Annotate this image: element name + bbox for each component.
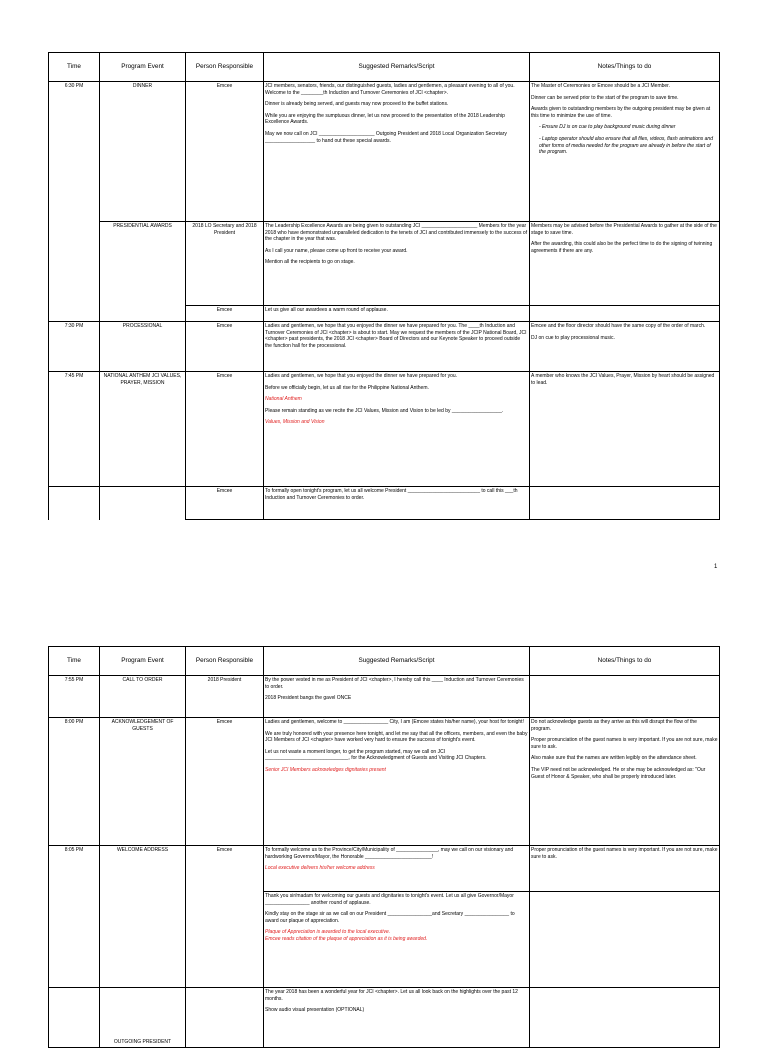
script-text: We are truly honored with your presence here tonight, and let me say that all the officers, members, and even the baby JCI Members of JCI <chapter> have worked very hard to ensure the success of tonight's event.	[265, 730, 529, 744]
table-row	[49, 322, 720, 372]
table-row	[49, 82, 720, 222]
script-text: The Leadership Excellence Awards are being given to outstanding JCI ____________________ Members for the year 2018 who have demonstrated unparalleled dedication to the tenets of JCI and contributed immensely to the success of the chapter in the year that was.	[265, 223, 529, 243]
script-text: JCI members, senators, friends, our distinguished guests, ladies and gentlemen, a pleasant evening to all of you. Welcome to the ________th Induction and Turnover Ceremonies of JCI <chapter>.	[265, 83, 516, 96]
stage-direction: Plaque of Appreciation is awarded to the local executive.	[265, 929, 391, 936]
script-text: Ladies and gentlemen, welcome to ________________ City, I am (Emcee states his/her name), your host for tonight!	[265, 719, 524, 725]
table-row	[49, 846, 720, 892]
script-text: Let us give all our awardees a warm round of applause.	[265, 307, 388, 313]
table-row	[49, 718, 720, 846]
script-cell	[264, 718, 530, 846]
script-text: Kindly stay on the stage sir as we call on our President ________________and Secretary ________________ to award our plaque of appreciation.	[265, 911, 517, 924]
time-cell: 8:05 PM	[49, 846, 100, 988]
script-cell	[264, 487, 530, 520]
script-text: 2018 President bangs the gavel ONCE	[265, 695, 352, 702]
header-row	[49, 647, 720, 676]
time-cell	[49, 988, 100, 1048]
script-cell	[264, 676, 530, 718]
script-text: The year 2018 has been a wonderful year for JCI <chapter>. Let us all look back on the highlights over the past 12 months.	[265, 989, 520, 1002]
person-cell: Emcee	[186, 718, 264, 846]
script-text: Dinner is already being served, and guests may now proceed to the buffet stations.	[265, 101, 449, 108]
note-text: After the awarding, this could also be the perfect time to do the signing of twinning agreements if there are any.	[531, 241, 714, 254]
header-person-responsible: Person Responsible	[186, 53, 264, 82]
script-text: While you are enjoying the sumptuous dinner, let us now proceed to the presentation of the 2018 Leadership Excellence Awards.	[265, 112, 507, 126]
note-text: Proper pronunciation of the guest names is very important. If you are not sure, make sure to ask.	[531, 737, 719, 750]
header-row	[49, 53, 720, 82]
note-text: - Ensure DJ is on cue to play background music during dinner	[539, 124, 676, 131]
note-text: The VIP need not be acknowledged. He or she may be acknowledged as: "Our Guest of Honor & Speaker, who shall be properly introduced later.	[531, 766, 707, 780]
event-cell: CALL TO ORDER	[100, 676, 186, 718]
stage-direction: National Anthem	[265, 396, 302, 403]
script-text: Thank you sir/madam for welcoming our guests and dignitaries to tonight's event. Let us all give Governor/Mayor ________________ another round of applause.	[265, 893, 516, 906]
script-text: Ladies and gentlemen, we hope that you enjoyed the dinner we have prepared for you.	[265, 373, 458, 379]
note-text: - Laptop operator should also ensure that all files, videos, flash animations and other forms of media needed for the program are already in before the start of the program.	[539, 135, 715, 156]
person-cell: Emcee	[186, 306, 264, 322]
note-text: Proper pronunciation of the guest names is very important. If you are not sure, make sure to ask.	[531, 847, 719, 860]
stage-direction: Emcee reads citation of the plaque of appreciation as it is being awarded.	[265, 935, 428, 942]
script-text: Mention all the recipients to go on stage.	[265, 259, 355, 266]
notes-cell	[530, 322, 720, 372]
notes-cell	[530, 82, 720, 222]
notes-cell	[530, 988, 720, 1048]
script-cell	[264, 372, 530, 487]
event-cell: NATIONAL ANTHEM JCI VALUES, PRAYER, MISSION	[100, 372, 186, 487]
script-text: Show audio visual presentation (OPTIONAL)	[265, 1007, 365, 1014]
event-cell	[100, 487, 186, 520]
notes-cell	[530, 222, 720, 306]
program-table-page-2	[48, 646, 720, 1048]
time-cell	[49, 487, 100, 520]
time-cell: 7:55 PM	[49, 676, 100, 718]
event-cell: WELCOME ADDRESS	[100, 846, 186, 988]
notes-cell	[530, 487, 720, 520]
note-text: A member who knows the JCI Values, Prayer, Mission by heart should be assigned to lead.	[531, 373, 716, 386]
notes-cell	[530, 372, 720, 487]
notes-cell	[530, 846, 720, 892]
script-cell	[264, 322, 530, 372]
person-cell: Emcee	[186, 372, 264, 487]
person-cell: 2018 LO Secretary and 2018 President	[186, 222, 264, 306]
note-text: Dinner can be served prior to the start of the program to save time.	[531, 94, 679, 101]
script-cell	[264, 306, 530, 322]
person-cell: 2018 President	[186, 676, 264, 718]
script-text: Ladies and gentlemen, we hope that you enjoyed the dinner we have prepared for you. The ____th Induction and Turnover Ceremonies of JCI <chapter> is about to start. May we request the members of the JCIP National Board, JCI <chapter> past presidents, the 2018 JCI <chapter> Board of Directors and our Keynote Speaker to proceed outside the function hall for the processional.	[265, 323, 528, 349]
header-time: Time	[49, 53, 100, 82]
person-cell: Emcee	[186, 846, 264, 988]
person-cell: Emcee	[186, 487, 264, 520]
header-time: Time	[49, 647, 100, 676]
stage-direction: Senior JCI Members acknowledges dignitaries present	[265, 766, 386, 773]
time-cell: 8:00 PM	[49, 718, 100, 846]
script-cell	[264, 846, 530, 892]
event-cell: DINNER	[100, 82, 186, 222]
notes-cell	[530, 306, 720, 322]
stage-direction: Values, Mission and Vision	[265, 419, 325, 426]
header-program-event: Program Event	[100, 53, 186, 82]
table-row	[49, 988, 720, 1048]
time-cell: 6:30 PM	[49, 82, 100, 322]
script-text: As I call your name, please come up front to receive your award.	[265, 247, 408, 254]
script-text: Let us not waste a moment longer, to get the program started, may we call on JCI ______________________________, for the Acknowledgment of Guests and Visiting JCI Chapters.	[265, 748, 487, 762]
header-notes: Notes/Things to do	[530, 53, 720, 82]
header-script: Suggested Remarks/Script	[264, 647, 530, 676]
time-cell: 7:45 PM	[49, 372, 100, 487]
note-text: DJ on cue to play processional music.	[531, 334, 615, 341]
note-text: The Master of Ceremonies or Emcee should be a JCI Member.	[531, 83, 670, 89]
event-cell: PROCESSIONAL	[100, 322, 186, 372]
notes-cell	[530, 718, 720, 846]
header-program-event: Program Event	[100, 647, 186, 676]
person-cell: Emcee	[186, 82, 264, 222]
script-text: To formally welcome us to the Province/City/Municipality of _______________, may we call on our visionary and hardworking Governor/Mayor, the Honorable ________________________!	[265, 847, 515, 860]
table-row	[49, 372, 720, 487]
program-table-page-1	[48, 52, 720, 520]
note-text: Also make sure that the names are written legibly on the attendance sheet.	[531, 755, 697, 762]
script-cell	[264, 222, 530, 306]
script-text: Please remain standing as we recite the JCI Values, Mission and Vision to be led by __________________.	[265, 407, 504, 414]
notes-cell	[530, 676, 720, 718]
note-text: Members may be advised before the Presidential Awards to gather at the side of the stage to save time.	[531, 223, 719, 236]
person-cell: Emcee	[186, 322, 264, 372]
script-text: May we now call on JCI ____________________ Outgoing President and 2018 Local Organization Secretary __________________ to hand out these special awards.	[265, 130, 509, 144]
event-cell: OUTGOING PRESIDENT	[100, 988, 186, 1048]
person-cell	[186, 988, 264, 1048]
event-cell: ACKNOWLEDGEMENT OF GUESTS	[100, 718, 186, 846]
script-text: To formally open tonight's program, let us all welcome President __________________________ to call this ___th Induction and Turnover Ceremonies to order.	[265, 488, 519, 501]
script-cell	[264, 82, 530, 222]
page-number: 1	[714, 564, 718, 570]
script-cell	[264, 988, 530, 1048]
note-text: Awards given to outstanding members by the outgoing president may be given at this time to minimize the use of time.	[531, 106, 712, 119]
table-row	[49, 222, 720, 306]
script-text: Before we officially begin, let us all rise for the Philippine National Anthem.	[265, 384, 429, 391]
header-script: Suggested Remarks/Script	[264, 53, 530, 82]
time-cell: 7:30 PM	[49, 322, 100, 372]
table-row	[49, 676, 720, 718]
script-text: By the power vested in me as President of JCI <chapter>, I hereby call this ____ Induction and Turnover Ceremonies to order.	[265, 677, 526, 690]
stage-direction: Local executive delivers his/her welcome address	[265, 865, 375, 872]
header-person-responsible: Person Responsible	[186, 647, 264, 676]
event-cell: PRESIDENTIAL AWARDS	[100, 222, 186, 322]
table-row	[49, 487, 720, 520]
header-notes: Notes/Things to do	[530, 647, 720, 676]
note-text: Do not acknowledge guests as they arrive as this will disrupt the flow of the program.	[531, 719, 699, 732]
note-text: Emcee and the floor director should have the same copy of the order of march.	[531, 323, 706, 329]
script-cell	[264, 892, 530, 988]
notes-cell	[530, 892, 720, 988]
